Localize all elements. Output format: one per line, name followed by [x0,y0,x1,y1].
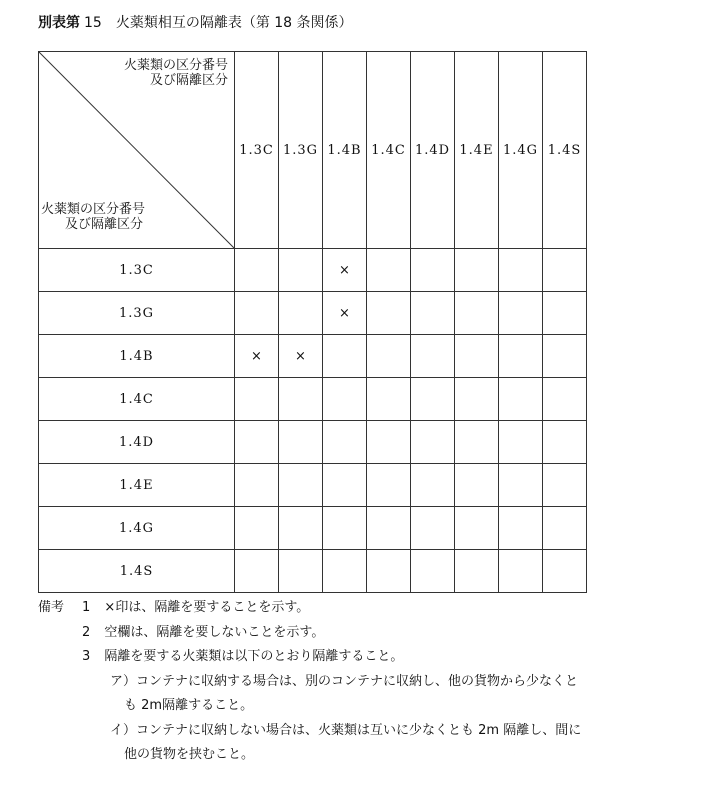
column-header: 1.4E [455,52,499,249]
table-cell [543,550,587,593]
table-cell [411,378,455,421]
table-cell [499,249,543,292]
table-cell [235,378,279,421]
column-header: 1.4G [499,52,543,249]
note-number: 2 [82,624,91,640]
table-cell [323,507,367,550]
table-cell [323,378,367,421]
header-row [39,52,587,249]
table-cell [543,292,587,335]
table-row [39,292,587,335]
table-cell [411,550,455,593]
table-cell [279,249,323,292]
table-cell [543,249,587,292]
table-cell [411,292,455,335]
note-item [82,621,324,646]
table-cell: × [235,335,279,378]
table-cell [235,421,279,464]
table-cell [411,335,455,378]
table-cell [367,378,411,421]
table-cell [499,421,543,464]
table-cell [411,464,455,507]
title-text: 火薬類相互の隔離表（第 18 条関係） [115,15,353,31]
table-cell [367,464,411,507]
corner-column-label-line1: 火薬類の区分番号 [123,58,228,73]
title-label: 別表第 [38,15,80,31]
table-cell [367,550,411,593]
table-cell [499,464,543,507]
row-header: 1.3G [39,292,235,335]
notes-heading: 備考 [38,600,65,615]
note-item [82,645,403,670]
table-row [39,507,587,550]
table-cell [367,421,411,464]
document-title [38,12,353,32]
note-number: 1 [82,600,91,615]
row-header: 1.4S [39,550,235,593]
row-header: 1.4D [39,421,235,464]
table-cell [455,421,499,464]
sub-note-line: イ）コンテナに収納しない場合は、火薬類は互いに少なくとも 2m 隔離し、間に [110,722,582,738]
table-cell [543,507,587,550]
table-cell [235,507,279,550]
table-cell [499,335,543,378]
corner-column-label-line2: 及び隔離区分 [149,73,228,88]
table-cell: × [323,292,367,335]
table-cell [279,464,323,507]
table-row [39,550,587,593]
corner-column-label [124,58,228,88]
sub-note-line: ア）コンテナに収納する場合は、別のコンテナに収納し、他の貨物から少なくと [110,673,579,689]
row-header: 1.4G [39,507,235,550]
table-cell [235,550,279,593]
table-cell [367,292,411,335]
table-cell [323,464,367,507]
table-cell [279,421,323,464]
table-cell [279,292,323,335]
table-cell [455,550,499,593]
row-header: 1.4E [39,464,235,507]
table-cell [235,464,279,507]
table-cell [543,421,587,464]
corner-row-label-line2: 及び隔離区分 [65,217,144,232]
sub-note-line: も 2m隔離すること。 [124,698,254,713]
table-cell [499,292,543,335]
table-cell [411,507,455,550]
note-number: 3 [82,649,91,664]
table-cell [543,378,587,421]
table-cell [279,378,323,421]
table-cell [543,335,587,378]
column-header: 1.4D [411,52,455,249]
table-cell [235,292,279,335]
table-cell [367,335,411,378]
table-cell [499,378,543,421]
table-row [39,378,587,421]
table-cell [367,507,411,550]
table-cell [367,249,411,292]
table-cell [455,464,499,507]
column-header: 1.3G [279,52,323,249]
column-header: 1.4B [323,52,367,249]
table-cell [411,249,455,292]
table-cell [279,550,323,593]
table-row [39,464,587,507]
table-cell [411,421,455,464]
note-item [82,596,309,621]
table-cell: × [279,335,323,378]
table-cell [323,550,367,593]
column-header: 1.3C [235,52,279,249]
column-header: 1.4C [367,52,411,249]
title-number: 15 [84,15,102,31]
table-cell [323,335,367,378]
table-cell [235,249,279,292]
corner-row-label [41,202,145,232]
table-cell [455,335,499,378]
table-cell [455,292,499,335]
note-text: 空欄は、隔離を要しないことを示す。 [104,624,325,640]
corner-cell [39,52,235,249]
note-text: 隔離を要する火薬類は以下のとおり隔離すること。 [104,649,404,664]
sub-note-line: 他の貨物を挟むこと。 [124,747,255,762]
table-cell: × [323,249,367,292]
table-cell [323,421,367,464]
table-row [39,335,587,378]
note-text: ×印は、隔離を要することを示す。 [104,600,310,615]
table-cell [279,507,323,550]
table-cell [455,507,499,550]
column-header: 1.4S [543,52,587,249]
table-cell [543,464,587,507]
table-cell [455,378,499,421]
table-cell [455,249,499,292]
corner-row-label-line1: 火薬類の区分番号 [41,202,146,217]
table-row [39,249,587,292]
separation-table [38,51,587,593]
row-header: 1.4C [39,378,235,421]
row-header: 1.4B [39,335,235,378]
row-header: 1.3C [39,249,235,292]
table-cell [499,507,543,550]
table-row [39,421,587,464]
table-cell [499,550,543,593]
